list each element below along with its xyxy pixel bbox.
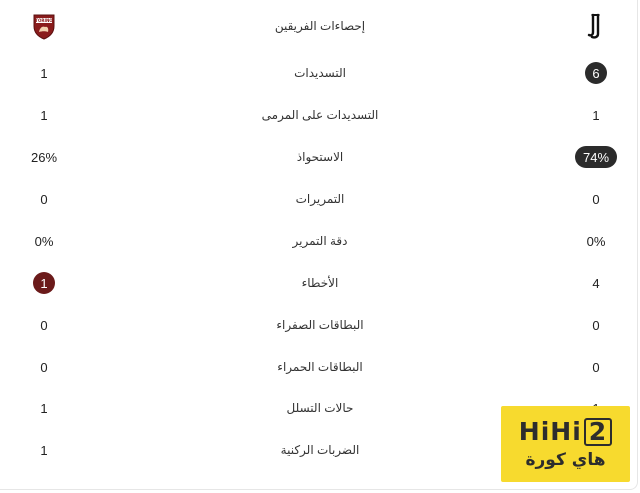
juventus-logo — [566, 11, 626, 41]
home-value-highlight: 6 — [585, 62, 607, 84]
stat-label: حالات التسلل — [286, 401, 354, 415]
away-value: 0 — [40, 359, 48, 375]
torino-logo — [14, 11, 74, 41]
home-value: 4 — [592, 275, 600, 291]
stat-row-fouls — [0, 268, 638, 298]
away-value: 0 — [40, 317, 48, 333]
torino-logo-icon — [30, 12, 58, 40]
away-value: 1 — [40, 65, 48, 81]
away-value: 0% — [34, 233, 54, 249]
stat-row-red-cards — [0, 352, 638, 382]
juventus-logo-icon — [582, 12, 610, 40]
stats-header-row — [0, 11, 638, 41]
home-value: 1 — [592, 107, 600, 123]
stat-label: البطاقات الحمراء — [277, 360, 363, 374]
away-value: 26% — [30, 149, 58, 165]
stats-title: إحصاءات الفريقين — [274, 19, 366, 33]
away-value: 1 — [40, 400, 48, 416]
stat-row-pass-accuracy — [0, 226, 638, 256]
stat-label: الأخطاء — [301, 276, 339, 290]
away-value-highlight: 1 — [33, 272, 55, 294]
watermark-arabic-text: هاي كورة — [525, 450, 606, 470]
stat-row-shots — [0, 58, 638, 88]
stat-label: البطاقات الصفراء — [276, 318, 364, 332]
svg-text:TORINO: TORINO — [35, 18, 53, 23]
stat-row-possession — [0, 142, 638, 172]
stat-label: التسديدات — [294, 66, 346, 80]
home-value: 0% — [586, 233, 606, 249]
home-value-highlight: 74% — [575, 146, 617, 168]
away-value: 1 — [40, 442, 48, 458]
stat-label: الاستحواذ — [296, 150, 344, 164]
away-value: 1 — [40, 107, 48, 123]
away-value: 0 — [40, 191, 48, 207]
stat-label: التسديدات على المرمى — [261, 108, 379, 122]
home-value: 0 — [592, 191, 600, 207]
home-value: 0 — [592, 317, 600, 333]
stat-row-shots-on-target — [0, 100, 638, 130]
watermark-latin-text: HiHi 2 — [519, 418, 612, 446]
stat-row-passes — [0, 184, 638, 214]
stat-label: التمريرات — [295, 192, 345, 206]
stat-label: دقة التمرير — [292, 234, 348, 248]
hihi2-watermark-logo — [501, 406, 630, 482]
home-value: 0 — [592, 359, 600, 375]
stat-row-yellow-cards — [0, 310, 638, 340]
stat-label: الضربات الركنية — [280, 443, 360, 457]
